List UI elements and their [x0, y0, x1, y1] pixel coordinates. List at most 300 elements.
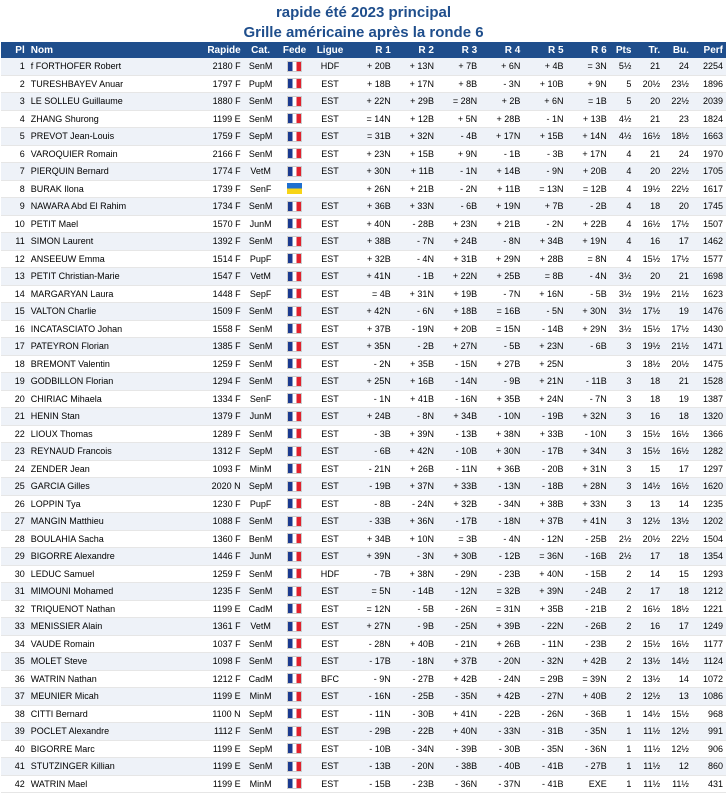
cell-player-name: ANSEEUW Emma — [28, 250, 193, 268]
cell-round-5: + 24N — [523, 390, 566, 408]
cell-rapide: 1199 E — [192, 740, 243, 758]
cell-round-5: - 19B — [523, 408, 566, 426]
header-rapide: Rapide — [192, 42, 243, 58]
cell-round-6: - 15B — [567, 565, 610, 583]
cell-rapide: 1392 F — [192, 233, 243, 251]
cell-round-4: - 1B — [480, 145, 523, 163]
cell-tr: 16½ — [634, 215, 663, 233]
cell-player-name: GODBILLON Florian — [28, 373, 193, 391]
cell-round-1: + 26N — [349, 180, 394, 198]
cell-federation — [278, 390, 312, 408]
cell-pl: 31 — [1, 583, 28, 601]
cell-federation — [278, 110, 312, 128]
cell-ligue: EST — [312, 268, 349, 286]
cell-player-name: LE SOLLEU Guillaume — [28, 93, 193, 111]
cell-round-6: = 12B — [567, 180, 610, 198]
cell-round-3: + 8B — [437, 75, 480, 93]
france-flag-icon — [287, 446, 302, 457]
cell-round-6: EXE — [567, 775, 610, 793]
table-row — [1, 145, 726, 163]
cell-round-3: + 24B — [437, 233, 480, 251]
cell-round-6: + 28N — [567, 478, 610, 496]
cell-points: 4 — [610, 163, 635, 181]
cell-perf: 1623 — [692, 285, 726, 303]
table-row — [1, 670, 726, 688]
cell-rapide: 1734 F — [192, 198, 243, 216]
cell-category: SenM — [244, 303, 278, 321]
table-row — [1, 758, 726, 776]
cell-ligue: EST — [312, 145, 349, 163]
cell-pl: 13 — [1, 268, 28, 286]
table-row — [1, 583, 726, 601]
cell-bu: 19 — [663, 303, 692, 321]
cell-round-6: - 35N — [567, 723, 610, 741]
france-flag-icon — [287, 411, 302, 422]
cell-points: 2 — [610, 600, 635, 618]
cell-player-name: POCLET Alexandre — [28, 723, 193, 741]
cell-round-1: + 30N — [349, 163, 394, 181]
cell-pl: 4 — [1, 110, 28, 128]
france-flag-icon — [287, 463, 302, 474]
cell-round-5: - 20B — [523, 460, 566, 478]
cell-points: 1 — [610, 723, 635, 741]
cell-round-5: + 33B — [523, 425, 566, 443]
cell-rapide: 1446 F — [192, 548, 243, 566]
cell-pl: 14 — [1, 285, 28, 303]
header-bu: Bu. — [663, 42, 692, 58]
cell-round-2: + 42N — [394, 443, 437, 461]
cell-round-5: - 17B — [523, 443, 566, 461]
cell-federation — [278, 338, 312, 356]
header-r2: R 2 — [394, 42, 437, 58]
cell-bu: 17½ — [663, 320, 692, 338]
cell-round-3: + 19B — [437, 285, 480, 303]
cell-rapide: 1448 F — [192, 285, 243, 303]
cell-perf: 1745 — [692, 198, 726, 216]
cell-round-3: - 16N — [437, 390, 480, 408]
cell-round-3: - 1N — [437, 163, 480, 181]
table-row — [1, 128, 726, 146]
cell-round-3: + 40N — [437, 723, 480, 741]
cell-pl: 41 — [1, 758, 28, 776]
cell-points: 1 — [610, 758, 635, 776]
cell-ligue: EST — [312, 390, 349, 408]
cell-round-4: + 28B — [480, 110, 523, 128]
france-flag-icon — [287, 551, 302, 562]
cell-perf: 1387 — [692, 390, 726, 408]
cell-pl: 38 — [1, 705, 28, 723]
france-flag-icon — [287, 96, 302, 107]
cell-category: SenF — [244, 390, 278, 408]
table-row — [1, 635, 726, 653]
france-flag-icon — [287, 691, 302, 702]
cell-round-3: - 26N — [437, 600, 480, 618]
cell-federation — [278, 513, 312, 531]
cell-round-3: + 42B — [437, 670, 480, 688]
cell-federation — [278, 163, 312, 181]
cell-bu: 15 — [663, 565, 692, 583]
cell-tr: 15½ — [634, 635, 663, 653]
cell-player-name: SIMON Laurent — [28, 233, 193, 251]
cell-bu: 16½ — [663, 478, 692, 496]
cell-round-6: + 30N — [567, 303, 610, 321]
cell-tr: 11½ — [634, 775, 663, 793]
table-row — [1, 355, 726, 373]
table-row — [1, 425, 726, 443]
cell-round-1: - 7B — [349, 565, 394, 583]
cell-round-6: - 6B — [567, 338, 610, 356]
cell-bu: 21 — [663, 373, 692, 391]
france-flag-icon — [287, 306, 302, 317]
france-flag-icon — [287, 148, 302, 159]
cell-rapide: 1379 F — [192, 408, 243, 426]
cell-category: MinM — [244, 775, 278, 793]
cell-pl: 23 — [1, 443, 28, 461]
cell-pl: 39 — [1, 723, 28, 741]
cell-round-3: + 23N — [437, 215, 480, 233]
cell-round-3: - 35N — [437, 688, 480, 706]
cell-round-4: - 4N — [480, 530, 523, 548]
cell-round-5: - 3B — [523, 145, 566, 163]
cell-bu: 14 — [663, 495, 692, 513]
cell-round-3: + 22N — [437, 268, 480, 286]
cell-tr: 16½ — [634, 600, 663, 618]
table-row — [1, 233, 726, 251]
cell-category: VetM — [244, 618, 278, 636]
france-flag-icon — [287, 218, 302, 229]
cell-round-6: + 31N — [567, 460, 610, 478]
cell-rapide: 1360 F — [192, 530, 243, 548]
cell-perf: 2254 — [692, 58, 726, 75]
cell-round-2: - 9B — [394, 618, 437, 636]
cell-round-6: + 19N — [567, 233, 610, 251]
cell-category: SepM — [244, 705, 278, 723]
cell-round-5: - 41B — [523, 758, 566, 776]
cell-points: 2 — [610, 583, 635, 601]
cell-federation — [278, 320, 312, 338]
cell-points: 3 — [610, 513, 635, 531]
cell-federation — [278, 635, 312, 653]
cell-round-2: + 10N — [394, 530, 437, 548]
cell-round-4: - 20N — [480, 653, 523, 671]
cell-round-5: - 31B — [523, 723, 566, 741]
cell-federation — [278, 198, 312, 216]
header-r6: R 6 — [567, 42, 610, 58]
cell-category: PupF — [244, 250, 278, 268]
cell-tr: 19½ — [634, 285, 663, 303]
cell-round-2: - 25B — [394, 688, 437, 706]
header-ligue: Ligue — [312, 42, 349, 58]
cell-round-4: + 26B — [480, 635, 523, 653]
cell-category: SenM — [244, 145, 278, 163]
cell-rapide: 1199 E — [192, 688, 243, 706]
header-nom: Nom — [28, 42, 193, 58]
cell-ligue: EST — [312, 110, 349, 128]
cell-round-1: = 5N — [349, 583, 394, 601]
cell-pl: 28 — [1, 530, 28, 548]
cell-tr: 15½ — [634, 425, 663, 443]
cell-category: JunM — [244, 215, 278, 233]
cell-round-2: + 11B — [394, 163, 437, 181]
cell-round-3: + 20B — [437, 320, 480, 338]
cell-round-1: + 36B — [349, 198, 394, 216]
cell-round-4: + 21B — [480, 215, 523, 233]
cell-player-name: BREMONT Valentin — [28, 355, 193, 373]
cell-bu: 17 — [663, 460, 692, 478]
cell-round-3: + 7B — [437, 58, 480, 75]
cell-pl: 36 — [1, 670, 28, 688]
cell-ligue: EST — [312, 443, 349, 461]
france-flag-icon — [287, 323, 302, 334]
cell-round-6: + 42B — [567, 653, 610, 671]
cell-player-name: PATEYRON Florian — [28, 338, 193, 356]
cell-round-6: + 17N — [567, 145, 610, 163]
cell-category: SepM — [244, 443, 278, 461]
cell-perf: 1221 — [692, 600, 726, 618]
cell-round-1: + 32B — [349, 250, 394, 268]
cell-round-1: + 34B — [349, 530, 394, 548]
cell-round-1: + 41N — [349, 268, 394, 286]
cell-round-5: - 1N — [523, 110, 566, 128]
cell-tr: 11½ — [634, 740, 663, 758]
cell-tr: 17 — [634, 548, 663, 566]
cell-tr: 20½ — [634, 530, 663, 548]
cell-round-1: + 39N — [349, 548, 394, 566]
cell-tr: 20 — [634, 268, 663, 286]
cell-points: 3 — [610, 373, 635, 391]
cell-bu: 19 — [663, 390, 692, 408]
cell-rapide: 2180 F — [192, 58, 243, 75]
cell-perf: 906 — [692, 740, 726, 758]
cell-ligue: EST — [312, 408, 349, 426]
cell-round-3: - 12N — [437, 583, 480, 601]
cell-category: SepM — [244, 478, 278, 496]
cell-ligue: EST — [312, 635, 349, 653]
cell-tr: 16½ — [634, 128, 663, 146]
cell-round-6: - 23B — [567, 635, 610, 653]
cell-pl: 3 — [1, 93, 28, 111]
cell-category: PupM — [244, 75, 278, 93]
cell-ligue: EST — [312, 513, 349, 531]
cell-tr: 14½ — [634, 478, 663, 496]
cell-round-1: + 24B — [349, 408, 394, 426]
cell-federation — [278, 775, 312, 793]
cell-round-2: + 17N — [394, 75, 437, 93]
cell-bu: 22½ — [663, 93, 692, 111]
cell-round-5: = 8B — [523, 268, 566, 286]
cell-federation — [278, 75, 312, 93]
cell-round-4: + 25B — [480, 268, 523, 286]
france-flag-icon — [287, 516, 302, 527]
cell-ligue: EST — [312, 705, 349, 723]
cell-rapide: 1880 F — [192, 93, 243, 111]
standings-table — [1, 42, 726, 793]
table-row — [1, 443, 726, 461]
cell-pl: 40 — [1, 740, 28, 758]
cell-category: SepF — [244, 285, 278, 303]
table-row — [1, 618, 726, 636]
cell-federation — [278, 268, 312, 286]
cell-rapide: 1098 F — [192, 653, 243, 671]
cell-round-4: + 42B — [480, 688, 523, 706]
cell-bu: 12½ — [663, 723, 692, 741]
cell-bu: 17 — [663, 233, 692, 251]
cell-pl: 6 — [1, 145, 28, 163]
cell-bu: 16½ — [663, 635, 692, 653]
table-row — [1, 723, 726, 741]
cell-round-3: - 38B — [437, 758, 480, 776]
cell-federation — [278, 618, 312, 636]
cell-perf: 1072 — [692, 670, 726, 688]
table-row — [1, 163, 726, 181]
cell-player-name: LIOUX Thomas — [28, 425, 193, 443]
cell-perf: 1824 — [692, 110, 726, 128]
france-flag-icon — [287, 113, 302, 124]
cell-perf: 1896 — [692, 75, 726, 93]
cell-ligue: EST — [312, 530, 349, 548]
cell-round-2: + 13N — [394, 58, 437, 75]
cell-round-1: - 17B — [349, 653, 394, 671]
cell-round-4: + 2B — [480, 93, 523, 111]
cell-bu: 21 — [663, 268, 692, 286]
cell-round-2: - 14B — [394, 583, 437, 601]
cell-tr: 19½ — [634, 180, 663, 198]
cell-pl: 2 — [1, 75, 28, 93]
cell-federation — [278, 58, 312, 75]
cell-round-4: = 32B — [480, 583, 523, 601]
cell-pl: 7 — [1, 163, 28, 181]
cell-player-name: LOPPIN Tya — [28, 495, 193, 513]
cell-perf: 860 — [692, 758, 726, 776]
cell-perf: 1462 — [692, 233, 726, 251]
cell-bu: 12½ — [663, 740, 692, 758]
france-flag-icon — [287, 481, 302, 492]
cell-perf: 1202 — [692, 513, 726, 531]
cell-ligue: EST — [312, 740, 349, 758]
cell-rapide: 1235 F — [192, 583, 243, 601]
table-row — [1, 268, 726, 286]
cell-category: SenM — [244, 373, 278, 391]
cell-bu: 12 — [663, 758, 692, 776]
cell-perf: 1297 — [692, 460, 726, 478]
cell-points: 4 — [610, 215, 635, 233]
cell-round-6: + 13B — [567, 110, 610, 128]
cell-bu: 21½ — [663, 338, 692, 356]
cell-points: 3½ — [610, 320, 635, 338]
cell-federation — [278, 478, 312, 496]
cell-category: SenM — [244, 320, 278, 338]
table-row — [1, 320, 726, 338]
cell-rapide: 1289 F — [192, 425, 243, 443]
cell-category: MinM — [244, 688, 278, 706]
cell-tr: 18 — [634, 373, 663, 391]
cell-federation — [278, 443, 312, 461]
cell-round-3: + 41N — [437, 705, 480, 723]
cell-tr: 14½ — [634, 705, 663, 723]
cell-points: 2 — [610, 635, 635, 653]
cell-pl: 8 — [1, 180, 28, 198]
cell-round-4: - 8N — [480, 233, 523, 251]
cell-bu: 17½ — [663, 250, 692, 268]
cell-ligue: EST — [312, 618, 349, 636]
cell-rapide: 1259 F — [192, 355, 243, 373]
cell-tr: 12½ — [634, 513, 663, 531]
cell-round-5: + 38B — [523, 495, 566, 513]
cell-pl: 30 — [1, 565, 28, 583]
cell-federation — [278, 600, 312, 618]
cell-tr: 16 — [634, 233, 663, 251]
cell-round-2: - 6N — [394, 303, 437, 321]
cell-round-6: + 9N — [567, 75, 610, 93]
cell-category: SenM — [244, 425, 278, 443]
table-row — [1, 408, 726, 426]
cell-bu: 24 — [663, 58, 692, 75]
cell-perf: 1528 — [692, 373, 726, 391]
cell-category: SepM — [244, 128, 278, 146]
table-row — [1, 390, 726, 408]
france-flag-icon — [287, 568, 302, 579]
france-flag-icon — [287, 358, 302, 369]
cell-perf: 1354 — [692, 548, 726, 566]
cell-round-2: - 18N — [394, 653, 437, 671]
cell-player-name: MANGIN Matthieu — [28, 513, 193, 531]
page-title: rapide été 2023 principal — [275, 4, 452, 21]
cell-points: 1 — [610, 705, 635, 723]
table-row — [1, 75, 726, 93]
table-row — [1, 338, 726, 356]
cell-perf: 1249 — [692, 618, 726, 636]
cell-round-3: - 15N — [437, 355, 480, 373]
cell-rapide: 1514 F — [192, 250, 243, 268]
cell-bu: 13 — [663, 688, 692, 706]
cell-round-1: = 14N — [349, 110, 394, 128]
cell-round-1: - 9N — [349, 670, 394, 688]
cell-rapide: 1230 F — [192, 495, 243, 513]
cell-bu: 16½ — [663, 443, 692, 461]
cell-round-4: - 34N — [480, 495, 523, 513]
cell-round-2: - 8N — [394, 408, 437, 426]
cell-round-6: - 26B — [567, 618, 610, 636]
cell-round-3: + 33B — [437, 478, 480, 496]
cell-tr: 15 — [634, 460, 663, 478]
cell-ligue: EST — [312, 93, 349, 111]
cell-round-6: + 40B — [567, 688, 610, 706]
cell-round-6: - 10N — [567, 425, 610, 443]
cell-round-3: + 9N — [437, 145, 480, 163]
cell-player-name: NAWARA Abd El Rahim — [28, 198, 193, 216]
cell-round-5: + 15B — [523, 128, 566, 146]
cell-ligue: EST — [312, 600, 349, 618]
cell-round-3: + 27N — [437, 338, 480, 356]
cell-round-3: + 5N — [437, 110, 480, 128]
cell-round-5: + 10B — [523, 75, 566, 93]
cell-round-5: - 32N — [523, 653, 566, 671]
cell-points: 4 — [610, 145, 635, 163]
cell-bu: 23½ — [663, 75, 692, 93]
cell-round-6: - 36N — [567, 740, 610, 758]
cell-round-4: + 39B — [480, 618, 523, 636]
cell-rapide: 1294 F — [192, 373, 243, 391]
cell-ligue: EST — [312, 495, 349, 513]
cell-rapide: 1570 F — [192, 215, 243, 233]
table-row — [1, 775, 726, 793]
cell-pl: 15 — [1, 303, 28, 321]
cell-round-4: = 31N — [480, 600, 523, 618]
cell-player-name: ZENDER Jean — [28, 460, 193, 478]
cell-ligue: EST — [312, 723, 349, 741]
cell-category: MinM — [244, 460, 278, 478]
table-row — [1, 250, 726, 268]
